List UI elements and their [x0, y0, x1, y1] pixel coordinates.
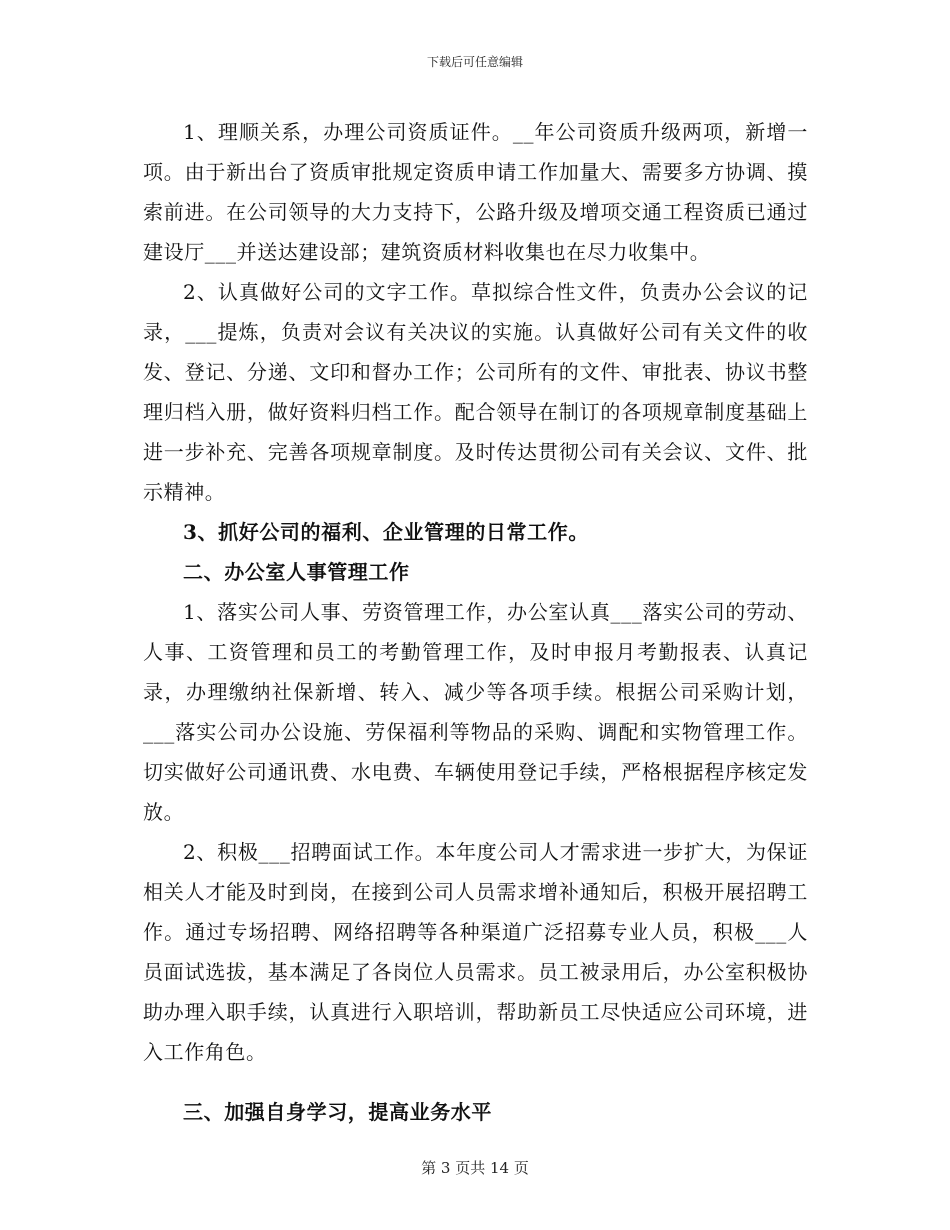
paragraph-qualification: 1、理顺关系，办理公司资质证件。__年公司资质升级两项，新增一项。由于新出台了资质审批规定资质申请工作加量大、需要多方协调、摸索前进。在公司领导的大力支持下，公路升级及增项交通工程资质已通过建设厅___并送达建设部；建筑资质材料收集也在尽力收集中。 [143, 120, 808, 264]
heading-hr-management: 二、办公室人事管理工作 [183, 560, 410, 584]
page-header: 下载后可任意编辑 [426, 55, 523, 69]
section-spacer [143, 1072, 808, 1092]
paragraph-hr-labor: 1、落实公司人事、劳资管理工作，办公室认真___落实公司的劳动、人事、工资管理和员工的考勤管理工作，及时申报月考勤报表、认真记录，办理缴纳社保新增、转入、减少等各项手续。根据公司采购计划，___落实公司办公设施、劳保福利等物品的采购、调配和实物管理工作。切实做好公司通讯费、水电费、车辆使用登记手续，严格根据程序核定发放。 [143, 600, 808, 824]
heading-welfare: 3、抓好公司的福利、企业管理的日常工作。 [183, 520, 589, 544]
page-number: 第 3 页共 14 页 [421, 1159, 529, 1177]
heading-self-study: 三、加强自身学习，提高业务水平 [183, 1100, 492, 1124]
document-body [143, 112, 808, 1132]
paragraph-recruitment: 2、积极___招聘面试工作。本年度公司人才需求进一步扩大，为保证相关人才能及时到岗，在接到公司人员需求增补通知后，积极开展招聘工作。通过专场招聘、网络招聘等各种渠道广泛招募专业人员，积极___人员面试选拔，基本满足了各岗位人员需求。员工被录用后，办公室积极协助办理入职手续，认真进行入职培训，帮助新员工尽快适应公司环境，进入工作角色。 [143, 840, 808, 1064]
paragraph-writing-work: 2、认真做好公司的文字工作。草拟综合性文件，负责办公会议的记录，___提炼，负责对会议有关决议的实施。认真做好公司有关文件的收发、登记、分递、文印和督办工作；公司所有的文件、审批表、协议书整理归档入册，做好资料归档工作。配合领导在制订的各项规章制度基础上进一步补充、完善各项规章制度。及时传达贯彻公司有关会议、文件、批示精神。 [143, 280, 808, 504]
